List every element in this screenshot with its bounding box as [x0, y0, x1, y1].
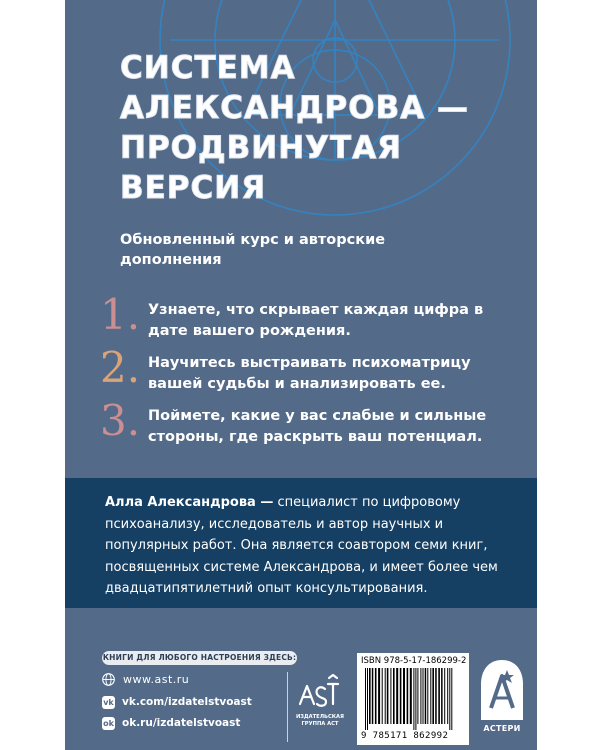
benefit-text-2: Научитесь выстраивать психоматрицу вашей судьбы и анализировать ее.	[148, 355, 471, 392]
barcode-bar	[449, 668, 450, 730]
ok-icon: ok	[103, 719, 114, 728]
barcode-bar	[403, 668, 405, 724]
benefit-number-1: 1.	[100, 290, 141, 339]
benefit-number-2: 2.	[100, 343, 141, 392]
cover-footer	[65, 608, 537, 750]
publisher-logo	[287, 672, 346, 742]
title-line-1: СИСТЕМА	[120, 50, 296, 86]
barcode-bar	[387, 668, 389, 724]
barcode-bar	[390, 668, 391, 724]
barcode-bar	[367, 668, 368, 730]
barcode-bar	[385, 668, 386, 724]
barcode-bar	[420, 668, 421, 724]
title-line-2: АЛЕКСАНДРОВА —	[120, 90, 470, 126]
barcode-bar	[438, 668, 440, 724]
book-back-cover	[65, 0, 537, 750]
barcode-bar	[375, 668, 377, 724]
asteri-logo-icon	[477, 658, 527, 722]
book-title	[120, 48, 520, 208]
barcode-bar	[427, 668, 428, 724]
ast-logo-icon	[288, 672, 346, 712]
barcode-bar	[451, 668, 452, 730]
title-line-3: ПРОДВИНУТАЯ	[120, 130, 403, 166]
barcode-bar	[372, 668, 374, 724]
title-line-4: ВЕРСИЯ	[120, 170, 267, 206]
barcode-bar	[444, 668, 445, 724]
barcode-bar	[378, 668, 380, 724]
barcode-bar	[435, 668, 437, 724]
barcode-bar	[447, 668, 448, 724]
book-subtitle: Обновленный курс и авторские дополнения	[120, 232, 386, 268]
barcode-bar	[423, 668, 424, 724]
tagline-pill: КНИГИ ДЛЯ ЛЮБОГО НАСТРОЕНИЯ ЗДЕСЬ:	[102, 651, 297, 665]
author-name: Алла Александрова —	[105, 495, 274, 510]
asteri-imprint-logo	[477, 658, 527, 738]
barcode-bar	[382, 668, 383, 724]
benefit-number-3: 3.	[100, 396, 141, 445]
author-bio	[105, 492, 515, 600]
barcode-bar	[430, 668, 431, 724]
author-description: специалист по цифровому психоанализу, исследователь и автор научных и популярных работ. Она является соавтором семи книг, посвященных системе Александрова, и имеет более чем двадцатипятилетний опыт консультирования.	[105, 495, 498, 596]
vk-link-text: vk.com/izdatelstvoast	[122, 696, 252, 708]
barcode-bar	[415, 668, 416, 730]
barcode-bar	[410, 668, 412, 724]
barcode-digits: 9 785171 862992	[361, 731, 449, 741]
benefit-text-1: Узнаете, что скрывает каждая цифра в дате вашего рождения.	[148, 302, 484, 339]
imprint-name: АСТЕРИ	[483, 724, 521, 733]
benefit-item-1	[100, 290, 520, 350]
vk-icon: vk	[103, 698, 114, 707]
social-link-ok[interactable]	[102, 716, 272, 732]
barcode-bar	[393, 668, 395, 724]
barcode-bar	[425, 668, 427, 724]
website-link[interactable]: www.ast.ru	[123, 673, 190, 686]
benefit-text-3: Поймете, какие у вас слабые и сильные стороны, где раскрыть ваш потенциал.	[148, 408, 487, 445]
benefit-item-3	[100, 396, 520, 456]
barcode-bar	[400, 668, 402, 724]
barcode-bar	[396, 668, 398, 724]
social-link-vk[interactable]	[102, 695, 272, 711]
isbn-number: ISBN 978-5-17-186299-2	[361, 656, 467, 666]
isbn-barcode	[357, 653, 469, 745]
barcode-bar	[369, 668, 371, 724]
globe-icon	[102, 673, 115, 686]
publisher-caption: ИЗДАТЕЛЬСКАЯ ГРУППА АСТ	[295, 714, 345, 727]
benefit-item-2	[100, 343, 520, 403]
barcode-bar	[407, 668, 409, 724]
barcode-bar	[365, 668, 366, 730]
barcode-bar	[432, 668, 434, 724]
barcode-bar	[441, 668, 443, 724]
barcode-bar	[417, 668, 418, 724]
ok-link-text: ok.ru/izdatelstvoast	[122, 717, 241, 729]
barcode-bars	[363, 668, 463, 730]
barcode-bar	[413, 668, 414, 730]
author-band	[65, 478, 537, 608]
